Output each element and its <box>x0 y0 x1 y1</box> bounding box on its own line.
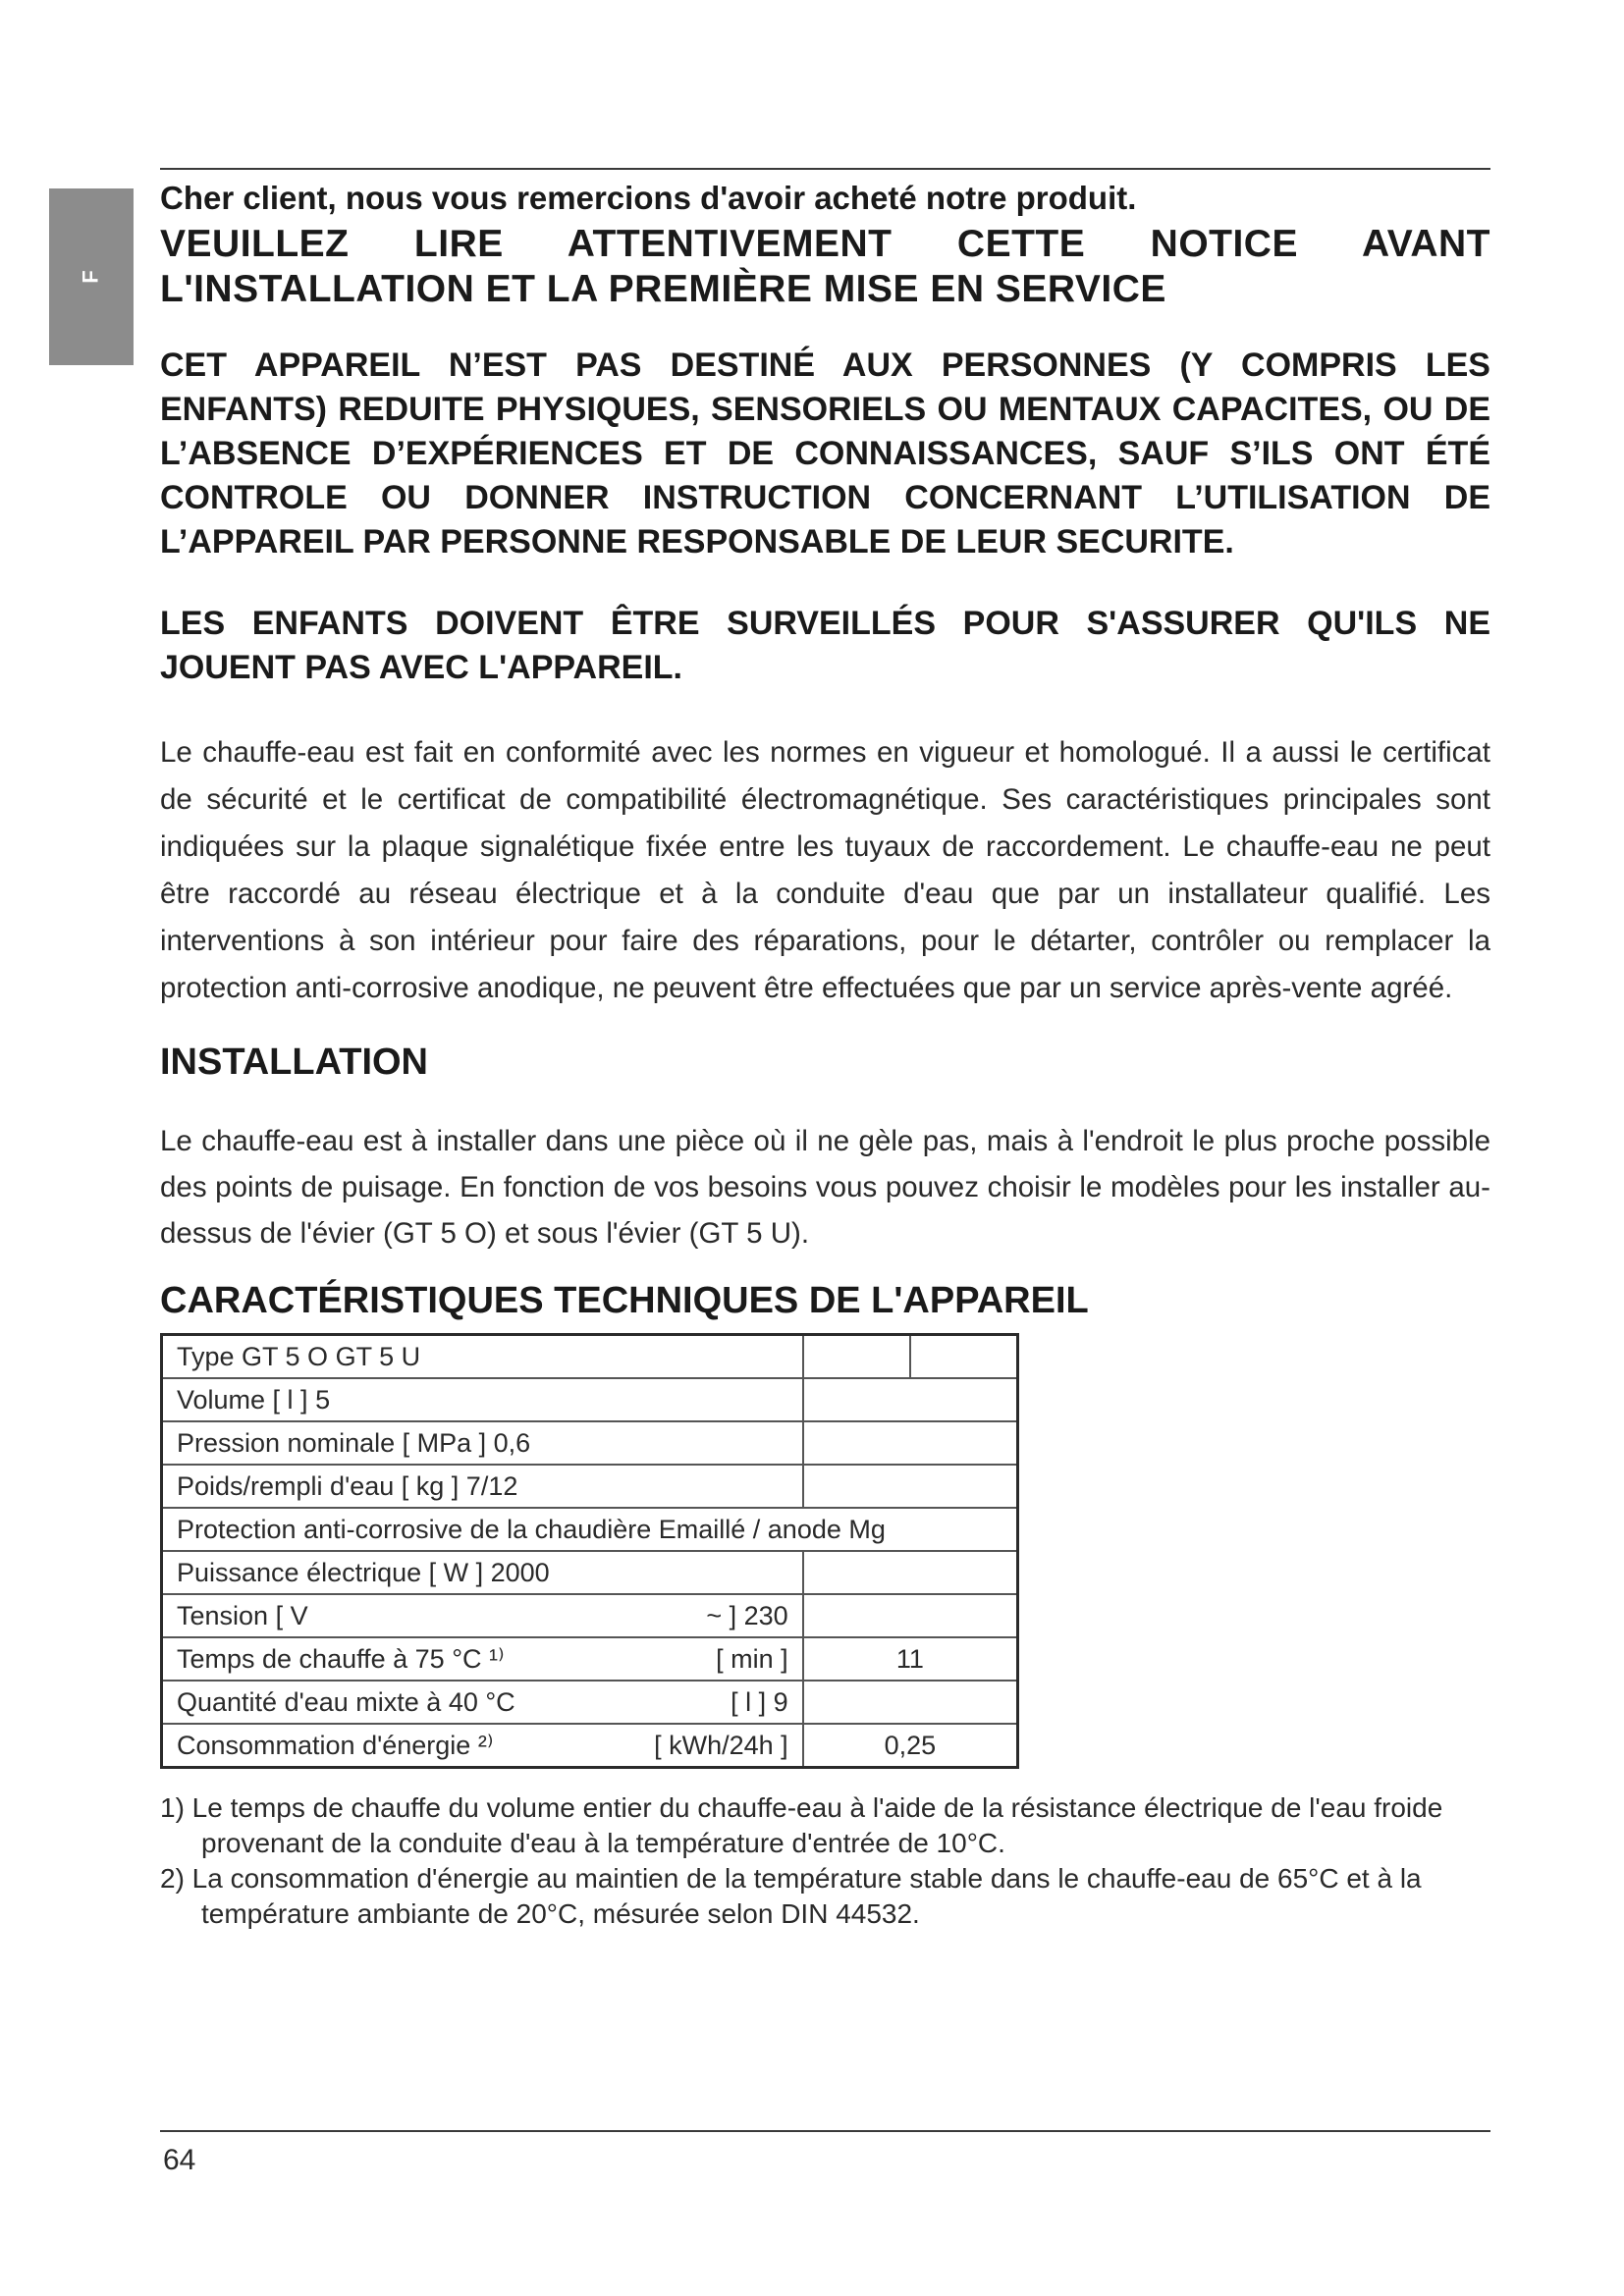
footnotes <box>160 1790 1490 1932</box>
spec-value <box>803 1335 910 1379</box>
spec-label: Pression nominale [ MPa ] 0,6 <box>162 1421 803 1465</box>
language-tab-letter: F <box>78 270 103 284</box>
spec-label: Tension [ V ~ ] 230 <box>162 1594 803 1637</box>
spec-value <box>803 1594 1018 1637</box>
spec-value <box>803 1421 1018 1465</box>
table-row <box>162 1508 1018 1551</box>
bottom-divider <box>160 2130 1490 2132</box>
spec-value: 0,25 <box>803 1724 1018 1768</box>
table-row <box>162 1637 1018 1681</box>
spec-value <box>803 1681 1018 1724</box>
spec-label: Consommation d'énergie ²⁾ [ kWh/24h ] <box>162 1724 803 1768</box>
footnote-1: 1) Le temps de chauffe du volume entier du chauffe-eau à l'aide de la résistance électrique de l'eau froide provenant de la conduite d'eau à la température d'entrée de 10°C. <box>160 1792 1443 1858</box>
table-row <box>162 1421 1018 1465</box>
page-number: 64 <box>163 2144 196 2176</box>
spec-value <box>910 1335 1018 1379</box>
table-row <box>162 1551 1018 1594</box>
table-row <box>162 1681 1018 1724</box>
spec-label: Temps de chauffe à 75 °C ¹⁾ [ min ] <box>162 1637 803 1681</box>
table-row <box>162 1465 1018 1508</box>
spec-label: Quantité d'eau mixte à 40 °C [ l ] 9 <box>162 1681 803 1724</box>
spec-value <box>803 1551 1018 1594</box>
page-content <box>160 179 1490 1932</box>
spec-label: Type GT 5 O GT 5 U <box>162 1335 803 1379</box>
specs-table <box>160 1333 1019 1769</box>
spec-value <box>803 1465 1018 1508</box>
read-notice-heading: VEUILLEZ LIRE ATTENTIVEMENT CETTE NOTICE AVANT L'INSTALLATION ET LA PREMIÈRE MISE EN SERVICE <box>160 223 1490 310</box>
children-warning: LES ENFANTS DOIVENT ÊTRE SURVEILLÉS POUR S'ASSURER QU'ILS NE JOUENT PAS AVEC L'APPAREIL. <box>160 605 1490 686</box>
language-tab <box>49 188 134 365</box>
installation-title: INSTALLATION <box>160 1041 428 1083</box>
table-row <box>162 1378 1018 1421</box>
greeting: Cher client, nous vous remercions d'avoir acheté notre produit. <box>160 180 1137 216</box>
spec-label: Volume [ l ] 5 <box>162 1378 803 1421</box>
safety-warning: CET APPAREIL N’EST PAS DESTINÉ AUX PERSONNES (Y COMPRIS LES ENFANTS) REDUITE PHYSIQUES, SENSORIELS OU MENTAUX CAPACITES, OU DE L’ABSENCE D’EXPÉRIENCES ET DE CONNAISSANCES, SAUF S’ILS ONT ÉTÉ CONTROLE OU DONNER INSTRUCTION CONCERNANT L’UTILISATION DE L’APPAREIL PAR PERSONNE RESPONSABLE DE LEUR SECURITE. <box>160 347 1490 561</box>
spec-label: Poids/rempli d'eau [ kg ] 7/12 <box>162 1465 803 1508</box>
table-row <box>162 1594 1018 1637</box>
spec-label: Protection anti-corrosive de la chaudière Emaillé / anode Mg <box>162 1508 1018 1551</box>
specs-title: CARACTÉRISTIQUES TECHNIQUES DE L'APPAREIL <box>160 1280 1089 1321</box>
spec-label: Puissance électrique [ W ] 2000 <box>162 1551 803 1594</box>
installation-text: Le chauffe-eau est à installer dans une pièce où il ne gèle pas, mais à l'endroit le plus proche possible des points de puisage. En fonction de vos besoins vous pouvez choisir le modèles pour les installer au-dessus de l'évier (GT 5 O) et sous l'évier (GT 5 U). <box>160 1125 1490 1250</box>
table-row <box>162 1335 1018 1379</box>
intro-paragraph: Le chauffe-eau est fait en conformité avec les normes en vigueur et homologué. Il a aussi le certificat de sécurité et le certificat de compatibilité électromagnétique. Ses caractéristiques principales sont indiquées sur la plaque signalétique fixée entre les tuyaux de raccordement. Le chauffe-eau ne peut être raccordé au réseau électrique et à la conduite d'eau que par un installateur qualifié. Les interventions à son intérieur pour faire des réparations, pour le détarter, contrôler ou remplacer la protection anti-corrosive anodique, ne peuvent être effectuées que par un service après-vente agréé. <box>160 736 1490 1004</box>
top-divider <box>160 168 1490 170</box>
spec-value <box>803 1378 1018 1421</box>
spec-value: 11 <box>803 1637 1018 1681</box>
table-row <box>162 1724 1018 1768</box>
footnote-2: 2) La consommation d'énergie au maintien de la température stable dans le chauffe-eau de 65°C et à la température ambiante de 20°C, mésurée selon DIN 44532. <box>160 1863 1422 1929</box>
